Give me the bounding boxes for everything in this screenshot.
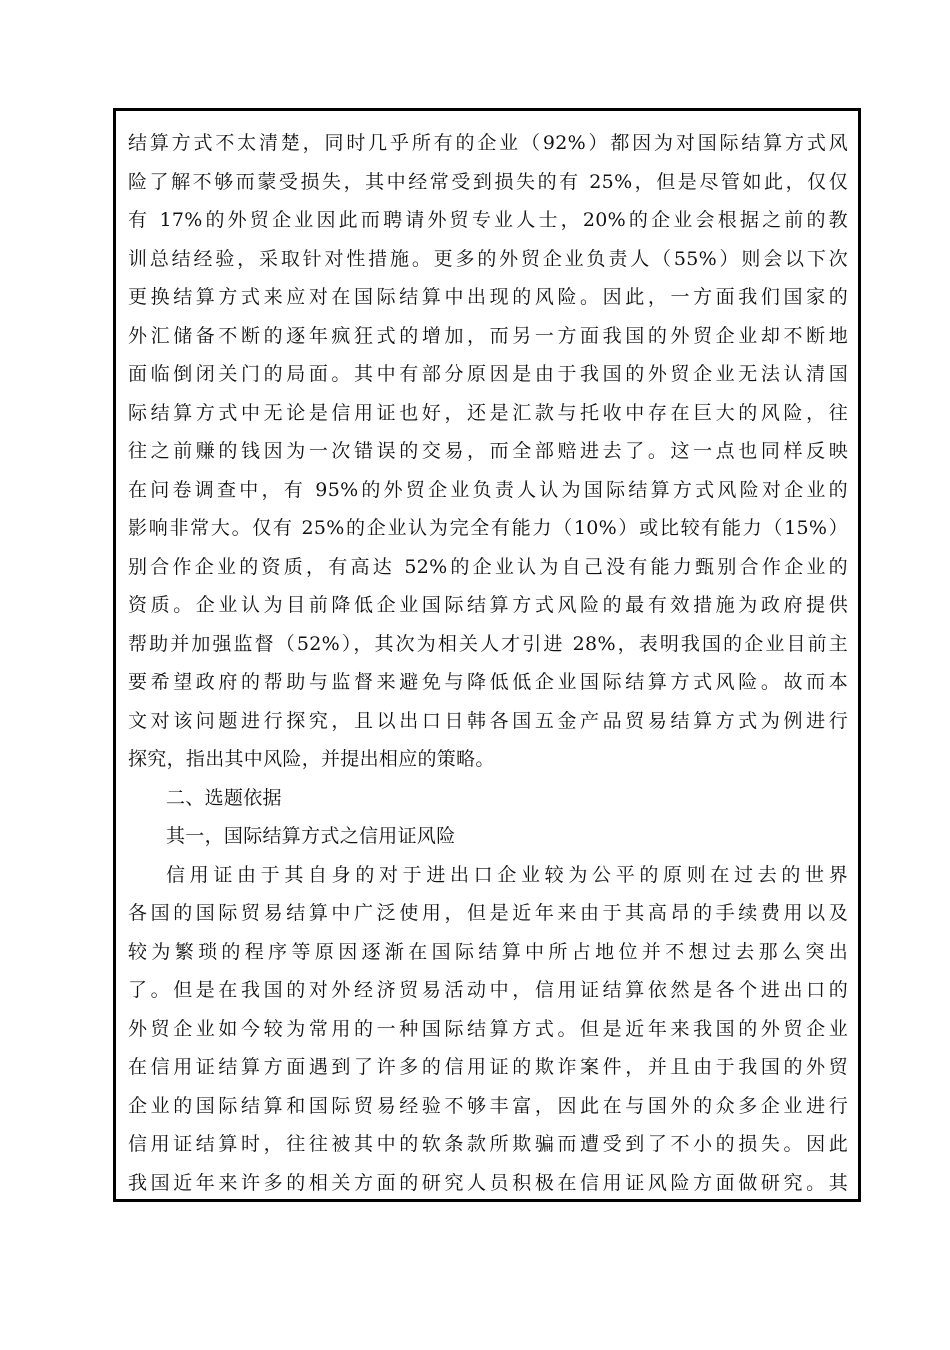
text-line: 结算方式不太清楚，同时几乎所有的企业（92%）都因为对国际结算方式风	[128, 132, 848, 154]
text-line: 企业的国际结算和国际贸易经验不够丰富，因此在与国外的众多企业进行	[128, 1094, 848, 1117]
text-line: 在信用证结算方面遇到了许多的信用证的欺诈案件，并且由于我国的外贸	[128, 1056, 848, 1078]
text-line: 了。但是在我国的对外经济贸易活动中，信用证结算依然是各个进出口的	[128, 979, 848, 1001]
text-line: 更换结算方式来应对在国际结算中出现的风险。因此，一方面我们国家的	[128, 286, 848, 308]
text-line: 外汇储备不断的逐年疯狂式的增加，而另一方面我国的外贸企业却不断地	[128, 324, 848, 347]
text-line: 文对该问题进行探究，且以出口日韩各国五金产品贸易结算方式为例进行	[128, 709, 848, 732]
text-line: 险了解不够而蒙受损失，其中经常受到损失的有 25%，但是尽管如此，仅仅	[128, 170, 848, 193]
text-line: 训总结经验，采取针对性措施。更多的外贸企业负责人（55%）则会以下次	[128, 247, 848, 270]
text-line: 要希望政府的帮助与监督来避免与降低低企业国际结算方式风险。故而本	[128, 671, 848, 693]
text-line: 探究，指出其中风险，并提出相应的策略。	[128, 748, 495, 770]
document-frame	[113, 108, 861, 1202]
text-line: 我国近年来许多的相关方面的研究人员积极在信用证风险方面做研究。其	[128, 1171, 848, 1194]
text-line: 往之前赚的钱因为一次错误的交易，而全部赔进去了。这一点也同样反映	[128, 440, 848, 462]
text-line: 较为繁琐的程序等原因逐渐在国际结算中所占地位并不想过去那么突出	[128, 940, 848, 963]
text-line: 资质。企业认为目前降低企业国际结算方式风险的最有效措施为政府提供	[128, 594, 848, 616]
text-line: 有 17%的外贸企业因此而聘请外贸专业人士，20%的企业会根据之前的教	[128, 209, 848, 231]
text-line: 信用证结算时，往往被其中的软条款所欺骗而遭受到了不小的损失。因此	[128, 1133, 848, 1155]
text-line: 在问卷调查中，有 95%的外贸企业负责人认为国际结算方式风险对企业的	[128, 478, 848, 501]
document-body	[128, 124, 848, 1202]
text-line: 影响非常大。仅有 25%的企业认为完全有能力（10%）或比较有能力（15%）	[128, 517, 848, 539]
text-line: 其一，国际结算方式之信用证风险	[166, 825, 456, 847]
text-line: 信用证由于其自身的对于进出口企业较为公平的原则在过去的世界	[166, 863, 848, 886]
text-line: 别合作企业的资质，有高达 52%的企业认为自己没有能力甄别合作企业的	[128, 555, 848, 578]
text-line: 面临倒闭关门的局面。其中有部分原因是由于我国的外贸企业无法认清国	[128, 363, 848, 385]
text-line: 帮助并加强监督（52%），其次为相关人才引进 28%，表明我国的企业目前主	[128, 632, 848, 655]
text-line: 各国的国际贸易结算中广泛使用，但是近年来由于其高昂的手续费用以及	[128, 902, 848, 924]
text-line: 外贸企业如今较为常用的一种国际结算方式。但是近年来我国的外贸企业	[128, 1017, 848, 1040]
text-line: 际结算方式中无论是信用证也好，还是汇款与托收中存在巨大的风险，往	[128, 401, 848, 424]
text-line: 二、选题依据	[166, 786, 282, 809]
